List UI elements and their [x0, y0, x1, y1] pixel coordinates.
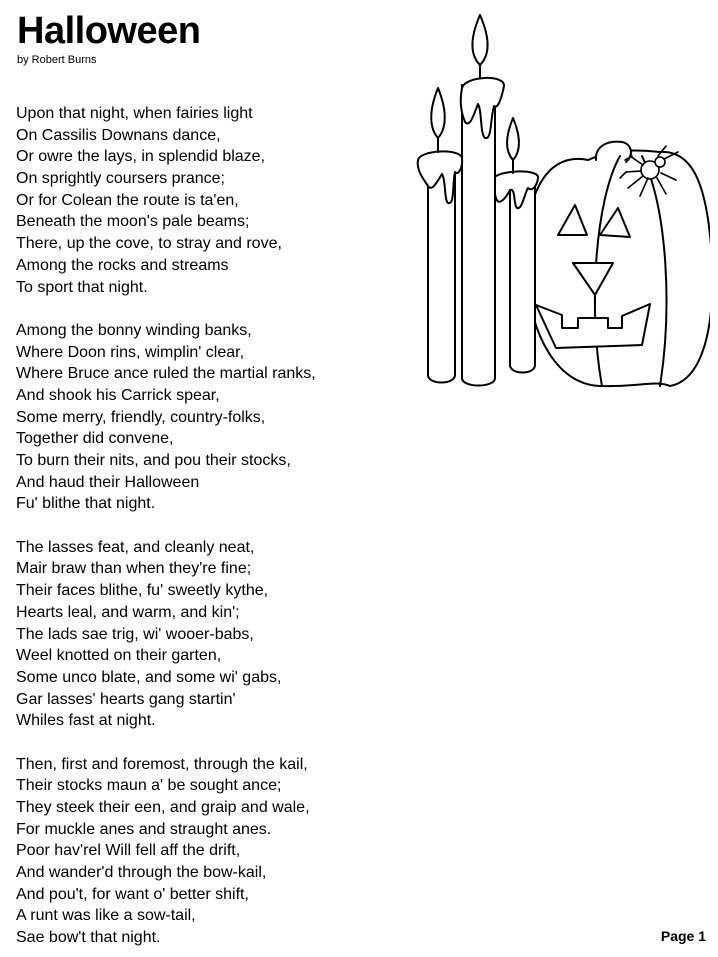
- stanza-3: [16, 537, 416, 732]
- jack-o-lantern-icon: [525, 142, 710, 386]
- candles-pumpkin-illustration: [410, 10, 710, 390]
- candle-short-icon: [491, 118, 538, 373]
- poem-line: Whiles fast at night.: [16, 712, 156, 730]
- poem-line: Beneath the moon's pale beams;: [16, 213, 250, 231]
- poem-line: For muckle anes and straught anes.: [16, 820, 272, 838]
- page-title: Halloween: [17, 10, 201, 52]
- poem-line: Where Doon rins, wimplin' clear,: [16, 343, 245, 361]
- poem-line: Sae bow't that night.: [16, 929, 161, 947]
- poem-line: Then, first and foremost, through the kail,: [16, 755, 308, 773]
- page-number: Page 1: [660, 928, 706, 944]
- poem-body: [16, 103, 416, 949]
- poem-line: They steek their een, and graip and wale,: [16, 799, 310, 816]
- poem-line: To sport that night.: [16, 278, 148, 296]
- poem-line: Upon that night, when fairies light: [16, 105, 253, 122]
- poem-line: Gar lasses' hearts gang startin': [16, 690, 236, 708]
- poem-line: Their faces blithe, fu' sweetly kythe,: [16, 582, 269, 600]
- poem-line: A runt was like a sow-tail,: [16, 907, 196, 925]
- poem-line: And haud their Halloween: [16, 473, 200, 491]
- poem-line: Hearts leal, and warm, and kin';: [16, 603, 240, 621]
- poem-line: Or for Colean the route is ta'en,: [16, 191, 239, 209]
- poem-line: Where Bruce ance ruled the martial ranks,: [16, 365, 316, 383]
- author-byline: by Robert Burns: [17, 54, 97, 66]
- poem-line: Weel knotted on their garten,: [16, 647, 222, 665]
- stanza-divider: [16, 515, 416, 537]
- poem-line: The lads sae trig, wi' wooer-babs,: [16, 625, 254, 643]
- poem-line: The lasses feat, and cleanly neat,: [16, 538, 255, 556]
- poem-line: And shook his Carrick spear,: [16, 386, 220, 404]
- stanza-4: [16, 754, 416, 949]
- stanza-divider: [16, 732, 416, 754]
- poem-line: Their stocks maun a' be sought ance;: [16, 777, 282, 795]
- poem-line: Or owre the lays, in splendid blaze,: [16, 148, 266, 166]
- poem-line: Some unco blate, and some wi' gabs,: [16, 668, 282, 686]
- poem-line: Some merry, friendly, country-folks,: [16, 408, 266, 426]
- poem-line: Among the bonny winding banks,: [16, 321, 252, 339]
- poem-line: There, up the cove, to stray and rove,: [16, 235, 282, 253]
- poem-line: On Cassilis Downans dance,: [16, 126, 221, 144]
- poem-line: Mair braw than when they're fine;: [16, 560, 252, 578]
- poem-line: Among the rocks and streams: [16, 256, 229, 274]
- stanza-1: [16, 103, 416, 298]
- pumpkin-body: [525, 150, 710, 386]
- stanza-divider: [16, 298, 416, 320]
- poem-line: On sprightly coursers prance;: [16, 170, 225, 188]
- poem-line: To burn their nits, and pou their stocks,: [16, 452, 291, 469]
- poem-line: Poor hav'rel Will fell aff the drift,: [16, 842, 241, 860]
- poem-line: And wander'd through the bow-kail,: [16, 864, 267, 882]
- stanza-2: [16, 320, 416, 515]
- poem-line: Together did convene,: [16, 430, 174, 448]
- poem-line: Fu' blithe that night.: [16, 495, 156, 513]
- candle-left-icon: [418, 88, 462, 383]
- poem-line: And pou't, for want o' better shift,: [16, 885, 249, 903]
